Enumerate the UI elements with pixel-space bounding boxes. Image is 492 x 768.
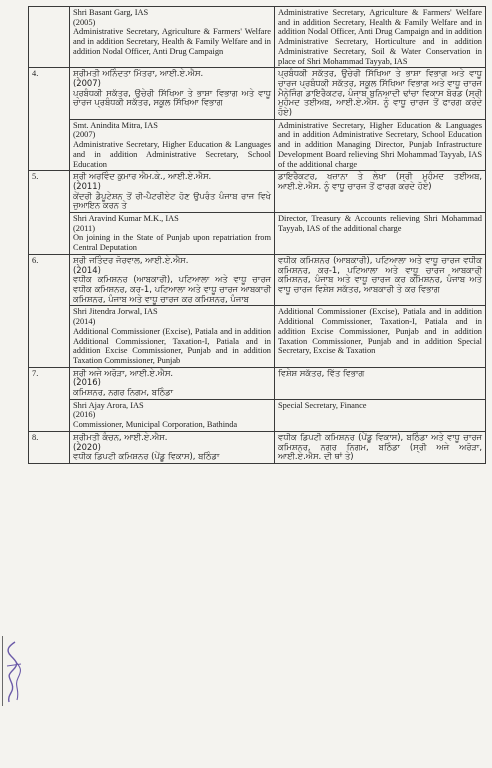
table-row	[29, 213, 486, 255]
new-posting: ਵਿਸ਼ੇਸ਼ ਸਕੱਤਰ, ਵਿੱਤ ਵਿਭਾਗ	[275, 367, 486, 399]
table-row	[29, 306, 486, 367]
new-posting: ਵਧੀਕ ਡਿਪਟੀ ਕਮਿਸ਼ਨਰ (ਪੇਂਡੂ ਵਿਕਾਸ), ਬਠਿੰਡਾ ਅਤੇ ਵਾਧੂ ਚਾਰਜ ਕਮਿਸ਼ਨਰ, ਨਗਰ ਨਿਗਮ, ਬਠਿੰਡਾ (ਸ੍ਰੀ ਅਜੇ ਅਰੋੜਾ, ਆਈ.ਏ.ਐਸ. ਦੀ ਥਾਂ ਤੇ)	[275, 431, 486, 463]
officer-cell	[70, 7, 275, 68]
table-row	[29, 119, 486, 171]
officer-name: Shri Basant Garg, IAS	[73, 8, 149, 17]
serial-number: 6.	[29, 254, 70, 367]
current-posting: Additional Commissioner (Excise), Patiala and in addition Additional Commissioner, Taxation-I, Patiala and in addition Excise Commissioner, Punjab and in addition Taxation Commissioner, Punjab	[73, 326, 271, 365]
table-row	[29, 68, 486, 120]
officer-name: Smt. Anindita Mitra, IAS	[73, 120, 158, 130]
current-posting: ਵਧੀਕ ਡਿਪਟੀ ਕਮਿਸ਼ਨਰ (ਪੇਂਡੂ ਵਿਕਾਸ), ਬਠਿੰਡਾ	[73, 451, 220, 462]
officer-cell	[70, 171, 275, 213]
officer-name: Shri Aravind Kumar M.K., IAS	[73, 214, 179, 224]
transfer-orders-table	[28, 6, 486, 464]
officer-cell	[70, 306, 275, 367]
officer-name: ਸ਼੍ਰੀਮਤੀ ਅਨਿੰਦਤਾ ਮਿੱਤਰਾ, ਆਈ.ਏ.ਐਸ.	[73, 68, 204, 79]
table-row	[29, 367, 486, 399]
batch-year: (2005)	[73, 17, 96, 27]
table-row	[29, 399, 486, 431]
new-posting: Additional Commissioner (Excise), Patiala and in addition Additional Commissioner, Taxation-I, Patiala and in addition Excise Commissioner, Punjab and in addition Taxation Commissioner, Punjab and in addition Special Secretary, Excise & Taxation	[275, 306, 486, 367]
officer-cell	[70, 367, 275, 399]
handwritten-signature-mark	[3, 636, 25, 706]
batch-year: (2014)	[73, 264, 101, 275]
batch-year: (2016)	[73, 410, 96, 420]
current-posting: ਕੇਂਦਰੀ ਡੈਪੂਟੇਸ਼ਨ ਤੋਂ ਰੀ-ਪੈਟਰੀਏਟ ਹੋਣ ਉਪਰੰਤ ਪੰਜਾਬ ਰਾਜ ਵਿਖੇ ਜੁਆਇਨ ਕਰਨ ਤੇ	[73, 190, 271, 211]
officer-cell	[70, 119, 275, 171]
officer-name: ਸ਼੍ਰੀ ਜਤਿੰਦਰ ਜੋਰਵਾਲ, ਆਈ.ਏ.ਐਸ.	[73, 254, 189, 265]
batch-year: (2011)	[73, 223, 96, 233]
current-posting: ਵਧੀਕ ਕਮਿਸ਼ਨਰ (ਆਬਕਾਰੀ), ਪਟਿਆਲਾ ਅਤੇ ਵਾਧੂ ਚਾਰਜ ਵਧੀਕ ਕਮਿਸ਼ਨਰ, ਕਰ-1, ਪਟਿਆਲਾ ਅਤੇ ਵਾਧੂ ਚਾਰਜ ਆਬਕਾਰੀ ਕਮਿਸ਼ਨਰ, ਪੰਜਾਬ ਅਤੇ ਵਾਧੂ ਚਾਰਜ ਕਰ ਕਮਿਸ਼ਨਰ, ਪੰਜਾਬ	[73, 274, 271, 304]
batch-year: (2016)	[73, 377, 101, 388]
officer-name: Shri Jitendra Jorwal, IAS	[73, 307, 158, 317]
new-posting: ਡਾਇਰੈਕਟਰ, ਖਜ਼ਾਨਾ ਤੇ ਲੇਖਾ (ਸ੍ਰੀ ਮੁਹੰਮਦ ਤਈਅਬ, ਆਈ.ਏ.ਐਸ. ਨੂੰ ਵਾਧੂ ਚਾਰਜ ਤੋਂ ਫਾਰਗ ਕਰਦੇ ਹੋਏ)	[275, 171, 486, 213]
officer-name: ਸ਼੍ਰੀਮਤੀ ਕੰਚਨ, ਆਈ.ਏ.ਐਸ.	[73, 431, 168, 442]
officer-name: Shri Ajay Arora, IAS	[73, 400, 144, 410]
batch-year: (2020)	[73, 441, 101, 452]
officer-name: ਸ਼੍ਰੀ ਅਰਵਿੰਦ ਕੁਮਾਰ ਐਮ.ਕੇ., ਆਈ.ਏ.ਐਸ.	[73, 171, 212, 182]
serial-number: 7.	[29, 367, 70, 431]
table-row	[29, 171, 486, 213]
officer-cell	[70, 213, 275, 255]
batch-year: (2014)	[73, 317, 96, 327]
margin-signature	[2, 636, 25, 706]
serial-number	[29, 7, 70, 68]
table-row	[29, 254, 486, 306]
new-posting: Administrative Secretary, Higher Education & Languages and in addition Administrative Secretary, School Education and in addition Managing Director, Punjab Infrastructure Development Board relieving Shri Mohammad Tayyab, IAS of the additional charge	[275, 119, 486, 171]
new-posting: Administrative Secretary, Agriculture & Farmers' Welfare and in addition Secretary, Health & Family Welfare and in addition Nodal Officer, Anti Drug Campaign and in addition Administrative Secretary, Horticulture and in addition Administrative Secretary, Soil & Water Conservation in place of Shri Mohammad Tayyab, IAS	[275, 7, 486, 68]
new-posting: ਪ੍ਰਬੰਧਕੀ ਸਕੱਤਰ, ਉਚੇਰੀ ਸਿੱਖਿਆ ਤੇ ਭਾਸ਼ਾ ਵਿਭਾਗ ਅਤੇ ਵਾਧੂ ਚਾਰਜ ਪ੍ਰਬੰਧਕੀ ਸਕੱਤਰ, ਸਕੂਲ ਸਿੱਖਿਆ ਵਿਭਾਗ ਅਤੇ ਵਾਧੂ ਚਾਰਜ ਮੈਨੇਜਿੰਗ ਡਾਇਰੈਕਟਰ, ਪੰਜਾਬ ਬੁਨਿਆਦੀ ਢਾਂਚਾ ਵਿਕਾਸ ਬੋਰਡ (ਸ੍ਰੀ ਮੁਹੰਮਦ ਤਈਅਬ, ਆਈ.ਏ.ਐਸ. ਨੂੰ ਵਾਧੂ ਚਾਰਜ ਤੋਂ ਫਾਰਗ ਕਰਦੇ ਹੋਏ)	[275, 68, 486, 120]
officer-cell	[70, 254, 275, 306]
current-posting: ਕਮਿਸ਼ਨਰ, ਨਗਰ ਨਿਗਮ, ਬਠਿੰਡਾ	[73, 387, 174, 398]
officer-cell	[70, 399, 275, 431]
current-posting: On joining in the State of Punjab upon repatriation from Central Deputation	[73, 233, 271, 253]
officer-cell	[70, 431, 275, 463]
table-body	[29, 7, 486, 464]
batch-year: (2007)	[73, 77, 101, 88]
batch-year: (2007)	[73, 130, 96, 140]
new-posting: ਵਧੀਕ ਕਮਿਸ਼ਨਰ (ਆਬਕਾਰੀ), ਪਟਿਆਲਾ ਅਤੇ ਵਾਧੂ ਚਾਰਜ ਵਧੀਕ ਕਮਿਸ਼ਨਰ, ਕਰ-1, ਪਟਿਆਲਾ ਅਤੇ ਵਾਧੂ ਚਾਰਜ ਆਬਕਾਰੀ ਕਮਿਸ਼ਨਰ, ਪੰਜਾਬ ਅਤੇ ਵਾਧੂ ਚਾਰਜ ਕਰ ਕਮਿਸ਼ਨਰ, ਪੰਜਾਬ ਅਤੇ ਵਾਧੂ ਚਾਰਜ ਵਿਸ਼ੇਸ਼ ਸਕੱਤਰ, ਆਬਕਾਰੀ ਤੇ ਕਰ ਵਿਭਾਗ	[275, 254, 486, 306]
current-posting: Administrative Secretary, Higher Education & Languages and in addition Administrative Secretary, School Education	[73, 140, 271, 169]
table-row	[29, 7, 486, 68]
batch-year: (2011)	[73, 180, 101, 191]
serial-number: 4.	[29, 68, 70, 171]
officer-cell	[70, 68, 275, 120]
new-posting: Director, Treasury & Accounts relieving Shri Mohammad Tayyab, IAS of the additional charge	[275, 213, 486, 255]
current-posting: Administrative Secretary, Agriculture & Farmers' Welfare and in addition Secretary, Health & Family Welfare and in addition Nodal Officer, Anti Drug Campaign	[73, 27, 271, 56]
table-row	[29, 431, 486, 463]
officer-name: ਸ਼੍ਰੀ ਅਜੇ ਅਰੋੜਾ, ਆਈ.ਏ.ਐਸ.	[73, 367, 174, 378]
serial-number: 5.	[29, 171, 70, 255]
new-posting: Special Secretary, Finance	[275, 399, 486, 431]
current-posting: Commissioner, Municipal Corporation, Bathinda	[73, 420, 238, 430]
serial-number: 8.	[29, 431, 70, 463]
current-posting: ਪ੍ਰਬੰਧਕੀ ਸਕੱਤਰ, ਉਚੇਰੀ ਸਿੱਖਿਆ ਤੇ ਭਾਸ਼ਾ ਵਿਭਾਗ ਅਤੇ ਵਾਧੂ ਚਾਰਜ ਪ੍ਰਬੰਧਕੀ ਸਕੱਤਰ, ਸਕੂਲ ਸਿੱਖਿਆ ਵਿਭਾਗ	[73, 87, 271, 108]
